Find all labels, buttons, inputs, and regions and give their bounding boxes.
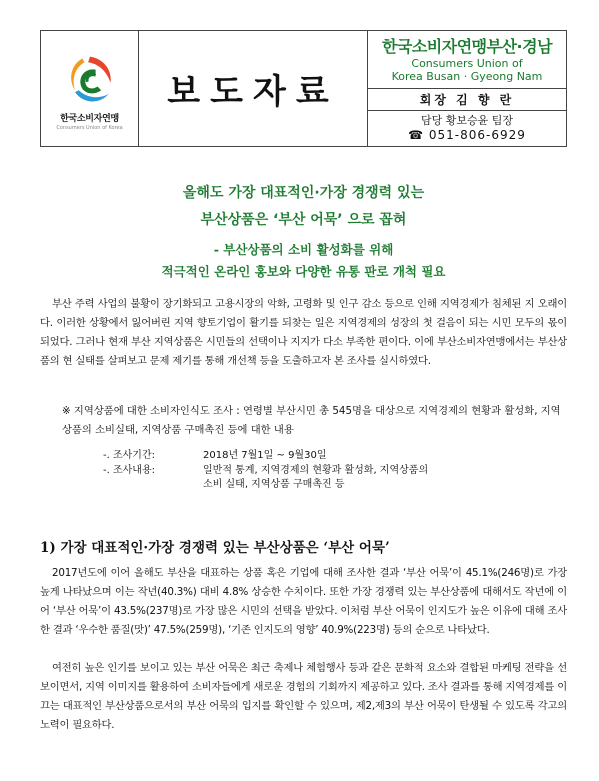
survey-note <box>62 402 567 440</box>
survey-period-label: -. 조사기간: <box>103 450 155 461</box>
subheadline-line2: 적극적인 온라인 홍보와 다양한 유통 판로 개척 필요 <box>161 264 446 279</box>
contact-block <box>368 111 566 146</box>
header-table <box>40 30 567 147</box>
phone-number: ☎ 051-806-6929 <box>408 128 526 142</box>
survey-content-row <box>103 464 503 493</box>
representative: 회장 김 향 란 <box>368 89 566 111</box>
survey-content-line2: 소비 실태, 지역상품 구매촉진 등 <box>203 479 345 490</box>
subheadline-line1: - 부산상품의 소비 활성화를 위해 <box>213 242 394 257</box>
org-korean-name: 한국소비자연맹부산·경남 <box>381 37 553 56</box>
survey-period-row <box>103 449 503 464</box>
intro-paragraph: 부산 주력 사업의 불황이 장기화되고 고용시장의 악화, 고령화 및 인구 감소 등으로 인해 지역경제가 침체된 지 오래이다. 이러한 상황에서 잃어버린 지역 향토기업이 활기를 되찾는 일은 지역경제의 성장의 첫 걸음이 되는 시민 모두의 몫이 되었다. 그러나 현재 부산 지역상품은 시민들의 선택이나 지지가 다소 부족한 편이다. 이에 부산소비자연맹에서는 부산상품의 현 실태를 살펴보고 문제 제기를 통해 개선책 등을 도출하고자 본 조사를 실시하였다. <box>40 298 567 367</box>
section-1-paragraph-1: 2017년도에 이어 올해도 부산을 대표하는 상품 혹은 기업에 대해 조사한 결과 ‘부산 어묵’이 45.1%(246명)로 가장 높게 나타났으며 이는 작년(40.3%) 대비 4.8% 상승한 수치이다. 또한 가장 경쟁력 있는 부산상품에 대해서도 작년에 이어 ‘부산 어묵’이 43.5%(237명)로 가장 많은 시민의 선택을 받았다. 이처럼 부산 어묵이 인지도가 높은 이유에 대해 조사한 결과 ‘우수한 품질(맛)’ 47.5%(259명), ‘기존 인지도의 영향’ 40.9%(223명) 등의 순으로 나타났다. <box>40 567 567 636</box>
org-english-name-line1: Consumers Union of <box>411 57 523 70</box>
logo-name: 한국소비자연맹 <box>60 113 119 124</box>
section-1-title: 1) 가장 대표적인·가장 경쟁력 있는 부산상품은 ‘부산 어묵’ <box>40 540 390 556</box>
org-cell <box>368 31 566 146</box>
org-name-block <box>368 31 566 89</box>
org-english-name-line2: Korea Busan · Gyeong Nam <box>391 70 543 83</box>
headline-line2: 부산상품은 ‘부산 어묵’ 으로 꼽혀 <box>200 212 407 228</box>
survey-content-label: -. 조사내용: <box>103 464 155 476</box>
reference-mark: ※ <box>62 405 71 417</box>
survey-note-text: 지역상품에 대한 소비자인식도 조사 : 연령별 부산시민 총 545명을 대상으로 지역경제의 현황과 활성화, 지역상품의 소비실태, 지역상품 구매촉진 등에 대한 내용 <box>62 405 561 436</box>
logo-english-name: Consumers Union of Korea <box>56 124 123 131</box>
survey-details <box>103 449 503 493</box>
contact-person: 담당 황보승윤 팀장 <box>420 114 513 127</box>
title-cell <box>139 31 368 146</box>
logo-cell <box>41 31 139 146</box>
survey-content-line1: 일반적 통계, 지역경제의 현황과 활성화, 지역상품의 <box>203 464 429 476</box>
section-1-paragraph-2: 여전히 높은 인기를 보이고 있는 부산 어묵은 최근 축제나 체험행사 등과 같은 문화적 요소와 결합된 마케팅 전략을 선보이면서, 지역 이미지를 활용하여 소비자들에게 새로운 경험의 기회까지 제공하고 있다. 조사 결과를 통해 지역경제를 이끄는 대표적인 부산상품으로서의 부산 어묵의 입지를 확인할 수 있으며, 제2,제3의 부산 어묵이 탄생될 수 있도록 각고의 노력이 필요하다. <box>40 662 567 731</box>
headline-line1: 올해도 가장 대표적인·가장 경쟁력 있는 <box>182 185 425 201</box>
consumers-union-logo-icon <box>62 51 118 107</box>
document-title: 보도자료 <box>167 72 339 112</box>
survey-content-value <box>203 464 503 493</box>
survey-period-value: 2018년 7월1일 ~ 9월30일 <box>203 450 327 461</box>
